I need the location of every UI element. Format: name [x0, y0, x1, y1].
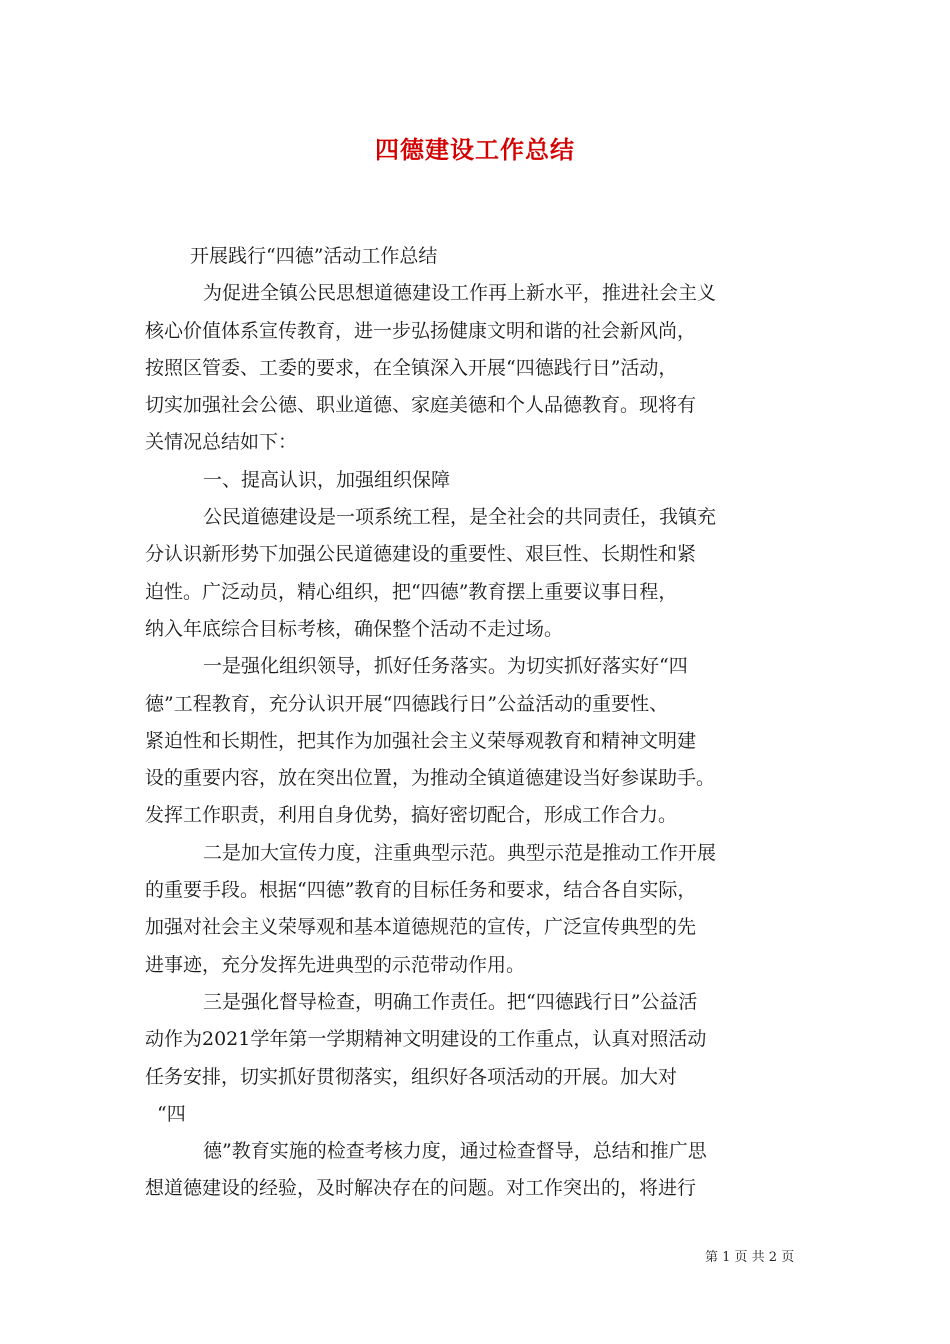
document-body — [145, 238, 810, 1208]
paragraph-line: 加强对社会主义荣辱观和基本道德规范的宣传，广泛宣传典型的先 — [145, 916, 697, 939]
paragraph-line: 一是强化组织领导，抓好任务落实。为切实抓好落实好“四 — [203, 655, 688, 678]
paragraph-line: 分认识新形势下加强公民道德建设的重要性、艰巨性、长期性和紧 — [145, 543, 697, 566]
paragraph-line: 核心价值体系宣传教育，进一步弘扬健康文明和谐的社会新风尚， — [145, 319, 697, 342]
paragraph-line: 关情况总结如下： — [145, 431, 298, 454]
paragraph-line: “四 — [157, 1102, 186, 1125]
paragraph-line: 按照区管委、工委的要求，在全镇深入开展“四德践行日”活动， — [145, 356, 678, 379]
paragraph-line: 切实加强社会公德、职业道德、家庭美德和个人品德教育。现将有 — [145, 394, 697, 417]
page-number: 第 1 页 共 2 页 — [705, 1250, 795, 1265]
paragraph-line: 想道德建设的经验，及时解决存在的问题。对工作突出的，将进行 — [145, 1177, 697, 1200]
paragraph-line: 三是强化督导检查，明确工作责任。把“四德践行日”公益活 — [203, 990, 698, 1013]
paragraph-line: 紧迫性和长期性，把其作为加强社会主义荣辱观教育和精神文明建 — [145, 729, 697, 752]
paragraph-line: 迫性。广泛动员，精心组织，把“四德”教育摆上重要议事日程， — [145, 580, 678, 603]
paragraph-line: 公民道德建设是一项系统工程，是全社会的共同责任，我镇充 — [203, 506, 717, 529]
paragraph-line: 德”工程教育，充分认识开展“四德践行日”公益活动的重要性、 — [145, 692, 669, 715]
paragraph-line: 动作为2021学年第一学期精神文明建设的工作重点，认真对照活动 — [145, 1028, 707, 1051]
paragraph-line: 发挥工作职责，利用自身优势，搞好密切配合，形成工作合力。 — [145, 804, 678, 827]
document-title: 四德建设工作总结 — [375, 135, 575, 164]
paragraph-line: 为促进全镇公民思想道德建设工作再上新水平，推进社会主义 — [203, 282, 717, 305]
paragraph-line: 的重要手段。根据“四德”教育的目标任务和要求，结合各自实际， — [145, 879, 697, 902]
paragraph-line: 设的重要内容，放在突出位置，为推动全镇道德建设当好参谋助手。 — [145, 767, 716, 790]
subtitle-line: 开展践行“四德”活动工作总结 — [190, 245, 438, 267]
paragraph-line: 纳入年底综合目标考核，确保整个活动不走过场。 — [145, 617, 564, 640]
paragraph-line: 德”教育实施的检查考核力度，通过检查督导，总结和推广思 — [203, 1140, 707, 1163]
paragraph-line: 任务安排，切实抓好贯彻落实，组织好各项活动的开展。加大对 — [145, 1065, 678, 1088]
section-heading: 一、提高认识，加强组织保障 — [203, 468, 451, 491]
paragraph-line: 进事迹，充分发挥先进典型的示范带动作用。 — [145, 953, 526, 976]
paragraph-line: 二是加大宣传力度，注重典型示范。典型示范是推动工作开展 — [203, 841, 717, 864]
